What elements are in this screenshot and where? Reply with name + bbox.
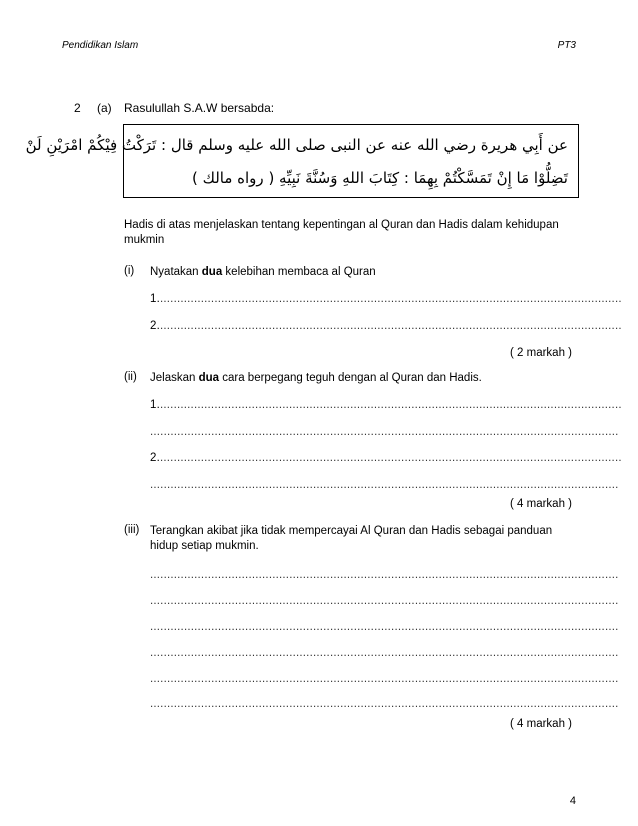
hadith-line-1: عن أَبِي هريرة رضي الله عنه عن النبى صلى الله عليه وسلم قال : تَرَكْتُ فِيْكُمْ امْرَيْنِ لَنْ: [25, 136, 568, 154]
sub-question-text: Terangkan akibat jika tidak mempercayai Al Quran dan Hadis sebagai panduan hidup setiap mukmin.: [150, 525, 553, 552]
header-level: PT3: [557, 40, 576, 51]
sub-question-text: Jelaskan dua cara berpegang teguh dengan al Quran dan Hadis.: [150, 372, 482, 384]
answer-line[interactable]: 2.........................................................................................................................................: [150, 452, 622, 464]
marks-label: ( 2 markah ): [510, 347, 572, 359]
answer-line[interactable]: 1.........................................................................................................................................: [150, 293, 622, 305]
answer-line[interactable]: 2.........................................................................................................................................: [150, 320, 622, 332]
answer-line[interactable]: ..........................................................................................................................................: [150, 479, 619, 491]
answer-line[interactable]: ..........................................................................................................................................: [150, 569, 619, 581]
answer-line[interactable]: ..........................................................................................................................................: [150, 647, 619, 659]
page-number: 4: [569, 795, 576, 807]
question-part: (a): [97, 101, 112, 115]
hadith-box: [25, 124, 579, 198]
header-subject: Pendidikan Islam: [62, 40, 139, 51]
question-intro: Rasulullah S.A.W bersabda:: [124, 101, 275, 115]
answer-line[interactable]: ..........................................................................................................................................: [150, 595, 619, 607]
hadith-line-2: تَضِلُّوْا مَا إِنْ تَمَسَّكْتُمْ بِهِمَا : كِتَابَ اللهِ وَسُنَّةَ نَبِيِّهِ ( رواه مالك ): [191, 169, 568, 187]
answer-line[interactable]: ..........................................................................................................................................: [150, 621, 619, 633]
marks-label: ( 4 markah ): [510, 718, 572, 730]
sub-question-number: (ii): [124, 371, 137, 383]
question-paragraph: Hadis di atas menjelaskan tentang kepentingan al Quran dan Hadis dalam kehidupan mukmin: [124, 219, 559, 246]
question-number: 2: [74, 101, 81, 115]
answer-line[interactable]: ..........................................................................................................................................: [150, 673, 619, 685]
answer-line[interactable]: 1.........................................................................................................................................: [150, 399, 622, 411]
sub-question-number: (i): [124, 265, 135, 277]
marks-label: ( 4 markah ): [510, 498, 572, 510]
sub-question-text: Nyatakan dua kelebihan membaca al Quran: [150, 266, 376, 278]
answer-line[interactable]: ..........................................................................................................................................: [150, 698, 619, 710]
sub-question-number: (iii): [124, 524, 140, 536]
answer-line[interactable]: ..........................................................................................................................................: [150, 426, 619, 438]
